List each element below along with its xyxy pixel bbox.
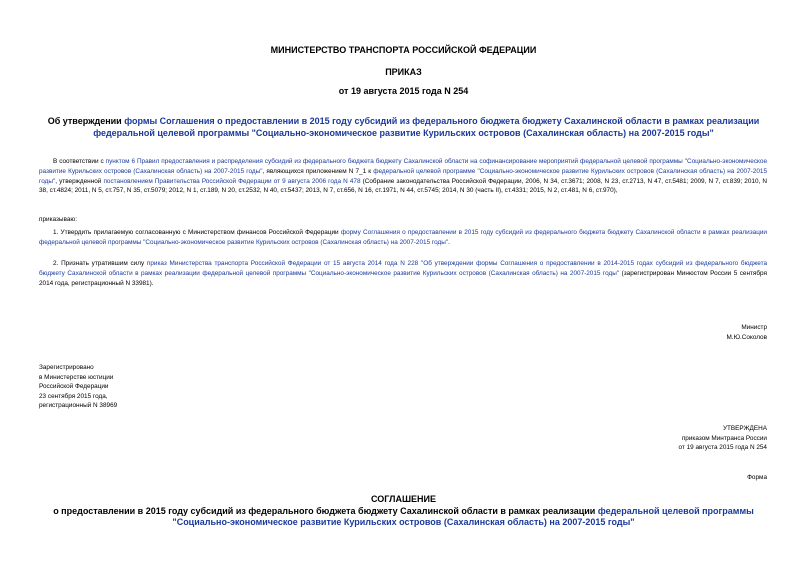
- registration-line-5: регистрационный N 38969: [39, 402, 118, 410]
- item-2-paragraph: [39, 259, 767, 288]
- order-date-number: от 19 августа 2015 года N 254: [338, 86, 469, 96]
- approval-block: [679, 424, 768, 453]
- item-1-text: 1. Утвердить прилагаемую согласованную с Министерством финансов Российской Федерации: [53, 229, 341, 236]
- preamble-link-program[interactable]: федеральной целевой программе "Социально-экономическое развитие Курильских островов (Сахалинская область) на 2007-2015 годы": [39, 167, 767, 185]
- preamble-text-2: , являющихся приложением N 7_1 к: [262, 167, 374, 175]
- agreement-title-link-1[interactable]: федеральной целевой программы: [597, 506, 754, 516]
- title-link-program[interactable]: федеральной целевой программы "Социально-экономическое развитие Курильских островов (Сахалинская область) на 2007-2015 годы": [93, 128, 714, 138]
- registration-line-2: в Министерстве юстиции: [39, 373, 114, 381]
- item-1-link-form[interactable]: форму Соглашения о предоставлении в 2015 году субсидий из федерального бюджета бюджету Сахалинской области в рамках реализации федеральной целевой программы "Социально-экономическое развитие Курильских островов (Сахалинская область) на 2007-2015 годы": [39, 229, 767, 246]
- title-prefix: Об утверждении: [47, 116, 125, 126]
- signature-position: Министр: [741, 324, 767, 331]
- order-type-heading: ПРИКАЗ: [385, 67, 422, 77]
- order-word: приказываю:: [39, 216, 77, 223]
- agreement-title-link-2[interactable]: "Социально-экономическое развитие Курильских островов (Сахалинская область) на 2007-2015 годы": [172, 517, 635, 527]
- preamble-paragraph: [39, 157, 767, 196]
- item-1-text-end: .: [448, 238, 450, 246]
- item-2-link-order[interactable]: приказ Министерства транспорта Российской Федерации от 15 августа 2014 года N 228 "Об утверждении формы Соглашения о предоставлении в 2014-2015 годах субсидий из федерального бюджета бюджету Сахалинской области в рамках реализации федеральной целевой программы "Социально-экономическое развитие Курильских островов (Сахалинская область) на 2007-2015 годы": [39, 260, 768, 277]
- agreement-title: [0, 506, 807, 528]
- agreement-heading: СОГЛАШЕНИЕ: [371, 494, 436, 504]
- item-2-text: 2. Признать утратившим силу: [53, 260, 147, 267]
- preamble-text-1: В соответствии с: [53, 158, 106, 165]
- signature-block: [726, 323, 767, 342]
- registration-line-1: Зарегистрировано: [39, 364, 94, 371]
- item-1-paragraph: [39, 228, 767, 248]
- approval-line-2: приказом Минтранса России: [681, 434, 767, 442]
- ministry-heading: МИНИСТЕРСТВО ТРАНСПОРТА РОССИЙСКОЙ ФЕДЕРАЦИИ: [270, 45, 537, 55]
- registration-line-3: Российской Федерации: [39, 383, 109, 391]
- order-title: [0, 115, 807, 139]
- registration-block: [39, 363, 117, 411]
- preamble-link-rules[interactable]: пунктом 6 Правил предоставления и распределения субсидий из федерального бюджета бюджету Сахалинской области на софинансирование мероприятий федеральной целевой программы "Социально-экономическое развитие Курильских островов (Сахалинская область) на 2007-2015 годы": [39, 158, 768, 175]
- approval-line-3: от 19 августа 2015 года N 254: [678, 444, 767, 452]
- preamble-text-4: (Собрание законодательства Российской Федерации, 2006, N 34, ст.3671; 2008, N 23, ст.2713, N 47, ст.5481; 2009, N 7, ст.839; 2010, N 38, ст.4824; 2011, N 5, ст.757, N 35, ст.5079; 2012, N 1, ст.189, N 20, ст.2532, N 40, ст.5437; 2013, N 7, ст.656, N 16, ст.1971, N 44, ст.5745; 2014, N 30 (часть II), ст.4331; 2015, N 2, ст.481, N 6, ст.970),: [39, 177, 768, 195]
- agreement-title-text: о предоставлении в 2015 году субсидий из федерального бюджета бюджету Сахалинской области в рамках реализации: [53, 506, 598, 516]
- registration-line-4: 23 сентября 2015 года,: [39, 392, 108, 400]
- title-link-form[interactable]: формы Соглашения о предоставлении в 2015 году субсидий из федерального бюджета бюджету Сахалинской области в рамках реализации: [124, 116, 760, 126]
- approval-line-1: УТВЕРЖДЕНА: [722, 425, 767, 432]
- preamble-link-resolution[interactable]: постановлением Правительства Российской Федерации от 9 августа 2006 года N 478: [103, 177, 361, 185]
- signature-name: М.Ю.Соколов: [726, 333, 767, 341]
- item-2-text-end: (зарегистрирован Минюстом России 5 сентября 2014 года, регистрационный N 33981).: [39, 269, 767, 287]
- form-label: Форма: [747, 474, 767, 481]
- preamble-text-3: , утвержденной: [55, 177, 104, 185]
